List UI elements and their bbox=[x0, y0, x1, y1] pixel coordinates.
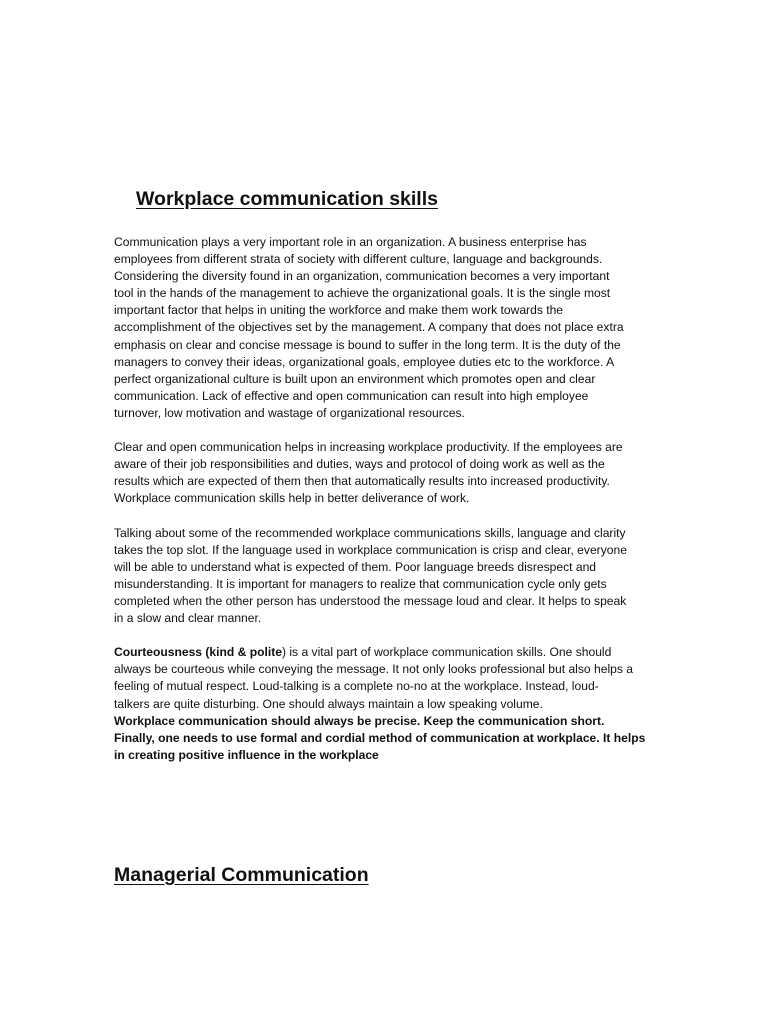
paragraph-line: Considering the diversity found in an organization, communication becomes a very important bbox=[114, 269, 610, 284]
paragraph-1 bbox=[114, 234, 654, 422]
paragraph-line: completed when the other person has understood the message loud and clear. It helps to speak bbox=[114, 593, 627, 608]
paragraph-line: feeling of mutual respect. Loud-talking is a complete no-no at the workplace. Instead, loud- bbox=[114, 679, 599, 694]
emphasis-line: Finally, one needs to use formal and cordial method of communication at workplace. It helps bbox=[114, 730, 646, 745]
paragraph-line: managers to convey their ideas, organizational goals, employee duties etc to the workforce. A bbox=[114, 354, 615, 369]
paragraph-line: results which are expected of them then that automatically results into increased productivity. bbox=[114, 474, 610, 489]
paragraph-line: Talking about some of the recommended workplace communications skills, language and clarity bbox=[114, 525, 626, 540]
emphasis-line: in creating positive influence in the workplace bbox=[114, 747, 379, 762]
paragraph-line: employees from different strata of society with different culture, language and backgrounds. bbox=[114, 252, 603, 267]
paragraph-line: always be courteous while conveying the message. It not only looks professional but also helps a bbox=[114, 662, 633, 677]
paragraph-line: takes the top slot. If the language used in workplace communication is crisp and clear, everyone bbox=[114, 542, 627, 557]
paragraph-line: emphasis on clear and concise message is bound to suffer in the long term. It is the duty of the bbox=[114, 337, 621, 352]
courteousness-term: Courteousness (kind & polite bbox=[114, 645, 282, 660]
document-title: Workplace communication skills bbox=[136, 188, 438, 210]
paragraph-line: Communication plays a very important role in an organization. A business enterprise has bbox=[114, 235, 587, 249]
paragraph-4 bbox=[114, 644, 654, 764]
paragraph-line: will be able to understand what is expected of them. Poor language breeds disrespect and bbox=[114, 559, 597, 574]
paragraph-line: turnover, low motivation and wastage of organizational resources. bbox=[114, 405, 465, 420]
paragraph-line: tool in the hands of the management to achieve the organizational goals. It is the single most bbox=[114, 286, 611, 301]
emphasis-line: Workplace communication should always be precise. Keep the communication short. bbox=[114, 713, 605, 728]
paragraph-line: Clear and open communication helps in increasing workplace productivity. If the employees are bbox=[114, 440, 623, 455]
section-heading: Managerial Communication bbox=[114, 864, 369, 886]
paragraph-3 bbox=[114, 525, 654, 628]
paragraph-line: aware of their job responsibilities and duties, ways and protocol of doing work as well as the bbox=[114, 457, 605, 472]
paragraph-line: important factor that helps in uniting the workforce and make them work towards the bbox=[114, 303, 564, 318]
paragraph-line: misunderstanding. It is important for managers to realize that communication cycle only gets bbox=[114, 576, 607, 591]
paragraph-line: perfect organizational culture is built upon an environment which promotes open and clear bbox=[114, 371, 596, 386]
courteousness-rest: ) is a vital part of workplace communication skills. One should bbox=[281, 645, 612, 660]
paragraph-line: accomplishment of the objectives set by the management. A company that does not place extra bbox=[114, 320, 624, 335]
paragraph-line: talkers are quite disturbing. One should always maintain a low speaking volume. bbox=[114, 696, 543, 711]
paragraph-2 bbox=[114, 439, 654, 507]
paragraph-line: in a slow and clear manner. bbox=[114, 611, 262, 626]
paragraph-line: Workplace communication skills help in better deliverance of work. bbox=[114, 491, 470, 506]
paragraph-line: communication. Lack of effective and open communication can result into high employee bbox=[114, 388, 589, 403]
paragraph-line bbox=[114, 644, 654, 661]
document-body bbox=[114, 234, 654, 764]
